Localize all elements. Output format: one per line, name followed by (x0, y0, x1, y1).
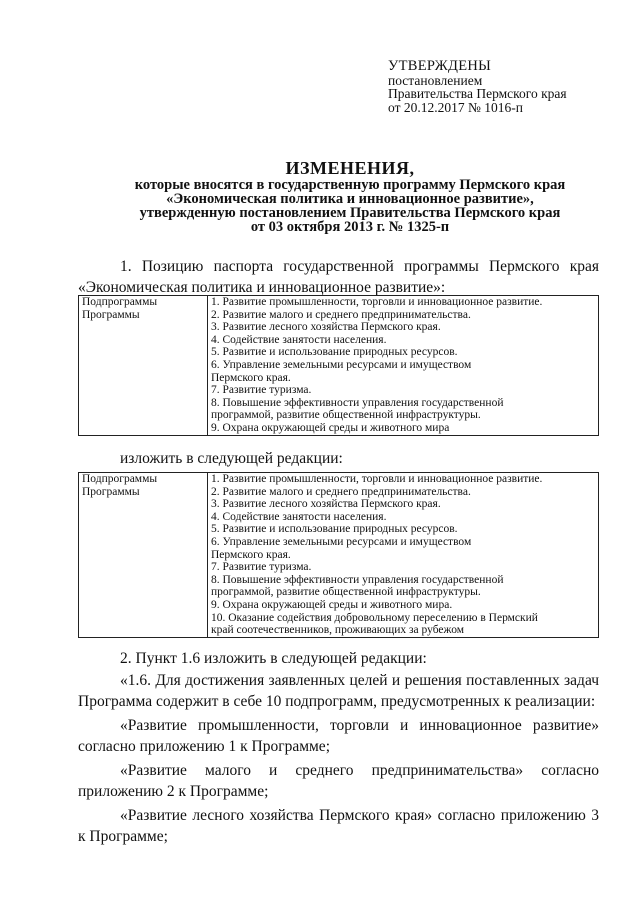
item-2-paragraph-4 (78, 805, 599, 847)
list-item: 7. Развитие туризма. (211, 561, 312, 574)
restate-label: изложить в следующей редакции: (120, 450, 343, 467)
subprograms-table-old (78, 295, 599, 436)
table-value-cell (208, 473, 599, 638)
approval-block (388, 60, 567, 114)
list-item: 7. Развитие туризма. (211, 384, 312, 397)
approval-line-3: Правительства Пермского края (388, 86, 567, 101)
item-2-paragraph-1 (78, 670, 599, 712)
table-value-cell (208, 296, 599, 436)
approval-line-4: от 20.12.2017 № 1016-п (388, 99, 523, 115)
list-item: 9. Охрана окружающей среды и животного мира (211, 421, 450, 434)
table-label-cell (79, 473, 208, 638)
list-item: 1. Развитие промышленности, торговли и инновационное развитие. (211, 296, 543, 308)
list-item: 5. Развитие и использование природных ресурсов. (211, 346, 458, 359)
list-item: программой, развитие общественной инфраструктуры. (211, 586, 481, 599)
list-item: 5. Развитие и использование природных ресурсов. (211, 523, 458, 536)
list-item: 3. Развитие лесного хозяйства Пермского края. (211, 498, 441, 511)
subtitle-line-2: «Экономическая политика и инновационное развитие», (166, 191, 534, 207)
list-item: 2. Развитие малого и среднего предпринимательства. (211, 308, 471, 321)
item-1-paragraph (78, 256, 599, 298)
list-item: 9. Охрана окружающей среды и животного мира. (211, 598, 453, 611)
document-title: ИЗМЕНЕНИЯ, (285, 158, 415, 178)
subtitle-line-3: утвержденную постановлением Правительства Пермского края (139, 205, 561, 221)
item-2-p2-line-2: согласно приложению 1 к Программе; (78, 738, 330, 755)
list-item: программой, развитие общественной инфраструктуры. (211, 409, 481, 422)
table-row (79, 473, 599, 638)
item-2-intro: 2. Пункт 1.6 изложить в следующей редакции: (120, 650, 427, 667)
table-label-cell (79, 296, 208, 436)
subtitle-line-4: от 03 октября 2013 г. № 1325-п (250, 219, 450, 235)
approval-line-2: постановлением (388, 72, 483, 88)
list-item: 2. Развитие малого и среднего предпринимательства. (211, 485, 471, 498)
list-item: 4. Содействие занятости населения. (211, 333, 387, 346)
list-item: Пермского края. (211, 548, 291, 561)
list-item: край соотечественников, проживающих за рубежом (211, 624, 464, 637)
item-2-p2-line-1: «Развитие промышленности, торговли и инновационное развитие» (120, 717, 599, 734)
item-2-p4-line-2: к Программе; (78, 828, 168, 845)
list-item: 8. Повышение эффективности управления государственной (211, 573, 504, 586)
list-item: 6. Управление земельными ресурсами и имуществом (211, 358, 472, 371)
table-label-line-1: Подпрограммы (82, 473, 158, 485)
list-item: 1. Развитие промышленности, торговли и инновационное развитие. (211, 473, 543, 485)
list-item: 6. Управление земельными ресурсами и имуществом (211, 535, 472, 548)
table-label-line-2: Программы (82, 308, 140, 321)
item-2-p3-line-2: приложению 2 к Программе; (78, 783, 269, 800)
table-label-line-2: Программы (82, 485, 140, 498)
subtitle-line-1: которые вносятся в государственную программу Пермского края (134, 177, 566, 193)
item-2-paragraph-2 (78, 715, 599, 757)
item-1-line-2: «Экономическая политика и инновационное развитие»: (78, 279, 446, 296)
approval-heading: УТВЕРЖДЕНЫ (388, 58, 492, 74)
list-item: 4. Содействие занятости населения. (211, 510, 387, 523)
item-2-p1-line-2: Программа содержит в себе 10 подпрограмм, предусмотренных к реализации: (78, 693, 596, 710)
list-item: 3. Развитие лесного хозяйства Пермского края. (211, 321, 441, 334)
item-2-p1-line-1: «1.6. Для достижения заявленных целей и решения поставленных задач (120, 672, 599, 689)
item-1-line-1: 1. Позицию паспорта государственной программы Пермского края (120, 258, 599, 275)
item-2-paragraph-3 (78, 760, 599, 802)
list-item: 10. Оказание содействия добровольному переселению в Пермский (211, 611, 538, 624)
list-item: Пермского края. (211, 371, 291, 384)
item-2-p4-line-1: «Развитие лесного хозяйства Пермского края» согласно приложению 3 (120, 807, 599, 824)
table-row (79, 296, 599, 436)
table-label-line-1: Подпрограммы (82, 296, 158, 308)
list-item: 8. Повышение эффективности управления государственной (211, 396, 504, 409)
document-subtitle (60, 178, 640, 234)
subprograms-table-new (78, 472, 599, 638)
item-2-p3-line-1: «Развитие малого и среднего предпринимательства» согласно (120, 762, 599, 779)
